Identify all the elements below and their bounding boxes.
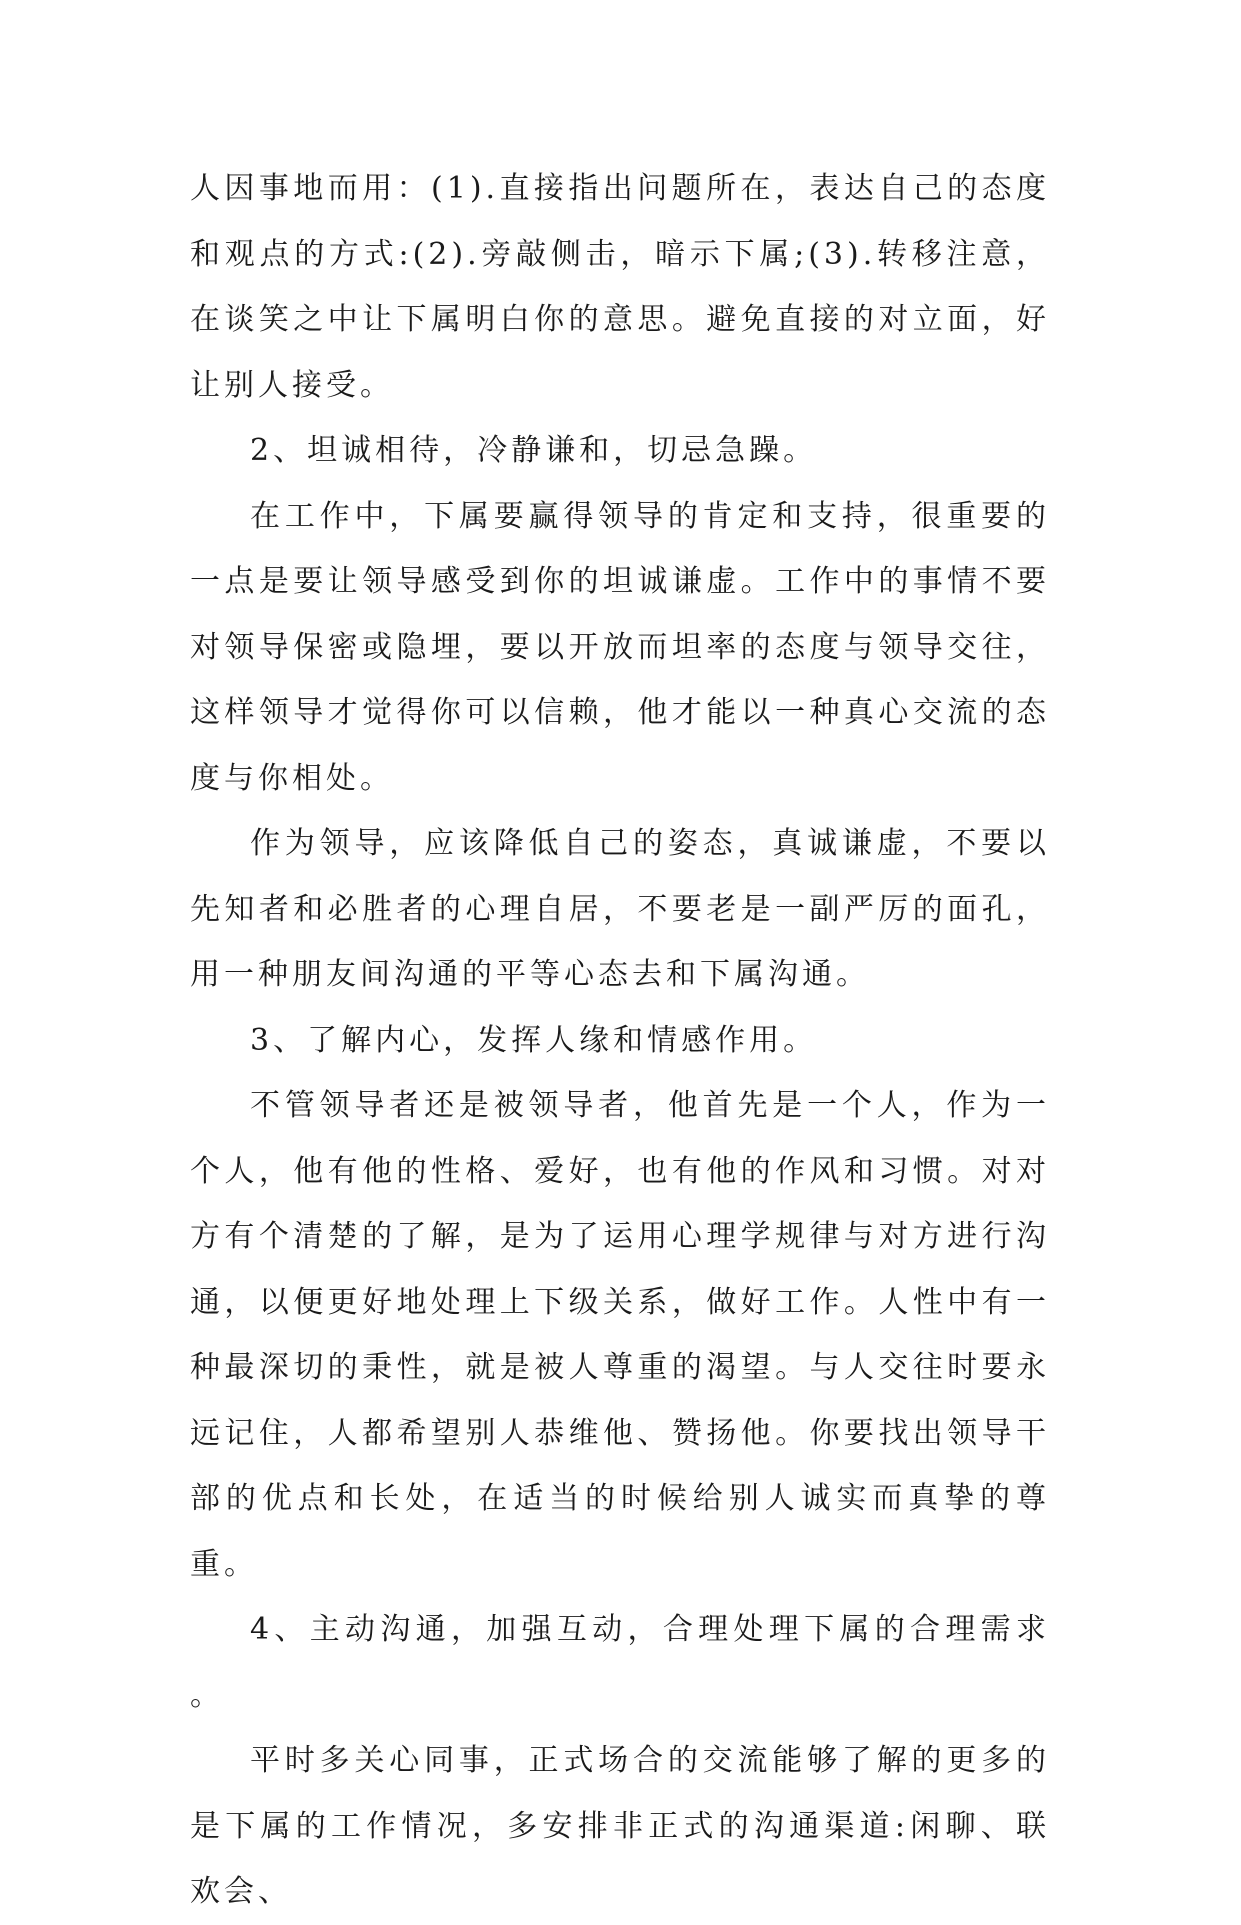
heading-2: 2、坦诚相待，冷静谦和，切忌急躁。 [250, 433, 818, 468]
paragraph-2: 在工作中，下属要赢得领导的肯定和支持，很重要的一点是要让领导感受到你的坦诚谦虚。工作中的事情不要对领导保密或隐埋，要以开放而坦率的态度与领导交往，这样领导才觉得你可以信赖，他才能以一种真心交流的态度与你相处。 [190, 498, 1050, 796]
paragraph-5: 平时多关心同事，正式场合的交流能够了解的更多的是下属的工作情况，多安排非正式的沟通渠道:闲聊、联欢会、 [190, 1743, 1050, 1909]
document-body [190, 156, 1050, 1925]
paragraph-3: 作为领导，应该降低自己的姿态，真诚谦虚，不要以先知者和必胜者的心理自居，不要老是一副严厉的面孔，用一种朋友间沟通的平等心态去和下属沟通。 [190, 826, 1050, 992]
paragraph-1: 人因事地而用：(1).直接指出问题所在，表达自己的态度和观点的方式:(2).旁敲侧击，暗示下属;(3).转移注意，在谈笑之中让下属明白你的意思。避免直接的对立面，好让别人接受。 [190, 171, 1050, 403]
heading-4: 4、主动沟通，加强互动，合理处理下属的合理需求 。 [190, 1612, 1050, 1713]
heading-3: 3、了解内心，发挥人缘和情感作用。 [250, 1022, 818, 1058]
paragraph-4: 不管领导者还是被领导者，他首先是一个人，作为一个人，他有他的性格、爱好，也有他的作风和习惯。对对方有个清楚的了解，是为了运用心理学规律与对方进行沟通，以便更好地处理上下级关系，做好工作。人性中有一种最深切的秉性，就是被人尊重的渴望。与人交往时要永远记住，人都希望别人恭维他、赞扬他。你要找出领导干部的优点和长处，在适当的时候给别人诚实而真挚的尊重。 [190, 1088, 1050, 1582]
